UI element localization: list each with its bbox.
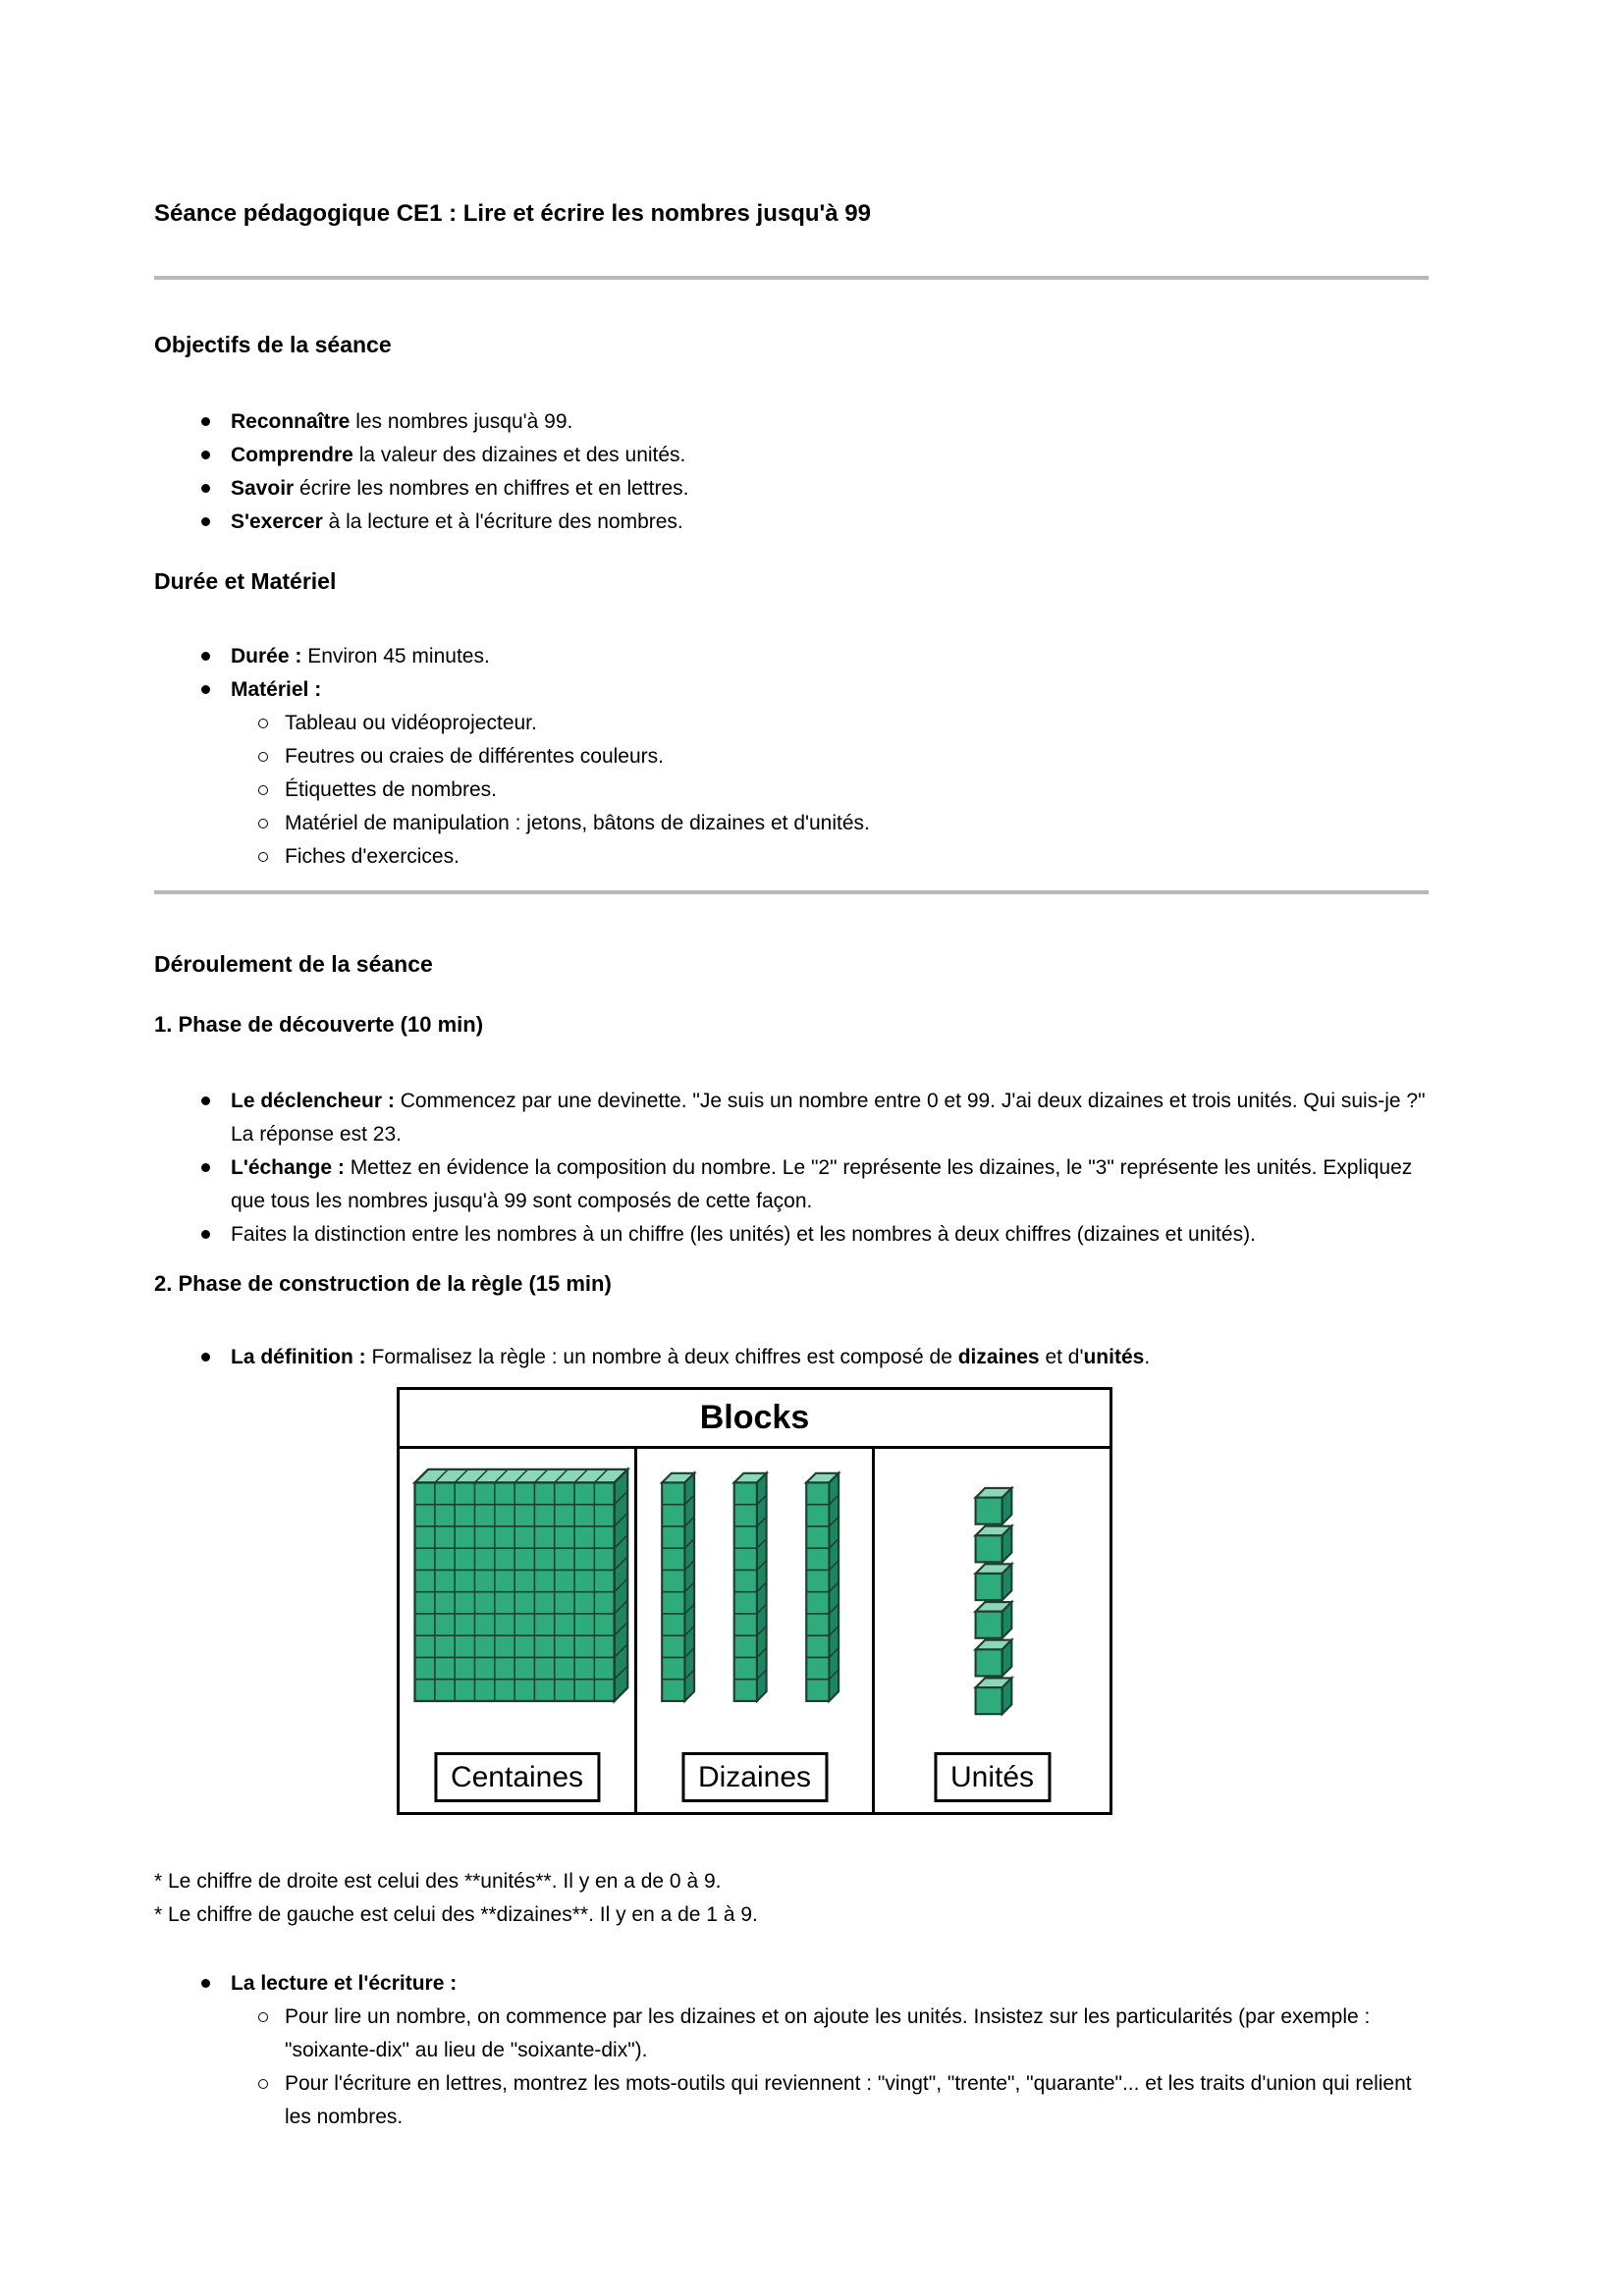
duration-material-list (154, 640, 1429, 874)
sequence-heading: Déroulement de la séance (154, 951, 433, 977)
bullet-circle-icon (258, 852, 268, 862)
list-item (154, 740, 1429, 774)
list-item-text: Feutres ou craies de différentes couleurs. (285, 745, 664, 768)
bullet-circle-icon (258, 752, 268, 762)
list-item (154, 2067, 1429, 2134)
bullet-disc-icon (201, 685, 210, 694)
list-item-text: L'échange : Mettez en évidence la composition du nombre. Le "2" représente les dizaines, le "3" représente les unités. Expliquez que tous les nombres jusqu'à 99 sont composés de cette façon. (231, 1156, 1413, 1212)
list-item-text: Faites la distinction entre les nombres à un chiffre (les unités) et les nombres à deux chiffres (dizaines et unités). (231, 1223, 1256, 1246)
bullet-disc-icon (201, 1979, 210, 1988)
list-item (154, 439, 1429, 472)
panel-dizaines (634, 1449, 872, 1812)
duration-material-heading: Durée et Matériel (154, 568, 337, 594)
ten-rods-graphic (638, 1459, 871, 1706)
list-item-text: S'exercer à la lecture et à l'écriture des nombres. (231, 510, 683, 533)
panel-label-centaines: Centaines (434, 1752, 600, 1802)
bullet-disc-icon (201, 1096, 210, 1105)
list-item (154, 640, 1429, 673)
bullet-disc-icon (201, 1353, 210, 1362)
bullet-disc-icon (201, 417, 210, 426)
list-item (154, 807, 1429, 840)
bullet-circle-icon (258, 819, 268, 828)
list-item (154, 405, 1429, 439)
bullet-disc-icon (201, 652, 210, 661)
note-line: * Le chiffre de droite est celui des **unités**. Il y en a de 0 à 9. (154, 1870, 722, 1893)
list-item-text: Pour lire un nombre, on commence par les dizaines et on ajoute les unités. Insistez sur les particularités (par exemple : "soixante-dix" au lieu de "soixante-dix"). (285, 2005, 1371, 2061)
list-item (154, 472, 1429, 506)
panel-label-dizaines: Dizaines (681, 1752, 828, 1802)
list-item (154, 1151, 1429, 1218)
bullet-circle-icon (258, 785, 268, 795)
panel-unites (872, 1449, 1110, 1812)
blocks-figure (397, 1387, 1112, 1815)
bullet-circle-icon (258, 719, 268, 728)
list-item-text: Durée : Environ 45 minutes. (231, 645, 490, 667)
list-item-text: Fiches d'exercices. (285, 845, 460, 868)
list-item-text: Tableau ou vidéoprojecteur. (285, 712, 537, 734)
bullet-disc-icon (201, 484, 210, 493)
bullet-circle-icon (258, 2079, 268, 2089)
list-item-text: Matériel : (231, 678, 322, 701)
horizontal-rule (154, 276, 1429, 280)
phase1-list (154, 1085, 1429, 1252)
hundred-flat-graphic (401, 1459, 633, 1706)
list-item (154, 840, 1429, 874)
bullet-disc-icon (201, 517, 210, 526)
list-item (154, 1085, 1429, 1151)
bullet-disc-icon (201, 1230, 210, 1239)
reading-writing-list (154, 1967, 1429, 2134)
panel-label-unites: Unités (934, 1752, 1051, 1802)
unit-cubes-graphic (876, 1486, 1109, 1719)
list-item (154, 673, 1429, 707)
list-item-text: Étiquettes de nombres. (285, 778, 497, 801)
phase1-heading: 1. Phase de découverte (10 min) (154, 1012, 484, 1037)
phase2-list (154, 1341, 1429, 1374)
list-item-text: La définition : Formalisez la règle : un nombre à deux chiffres est composé de dizaines et d'unités. (231, 1346, 1151, 1368)
list-item-text: Pour l'écriture en lettres, montrez les mots-outils qui reviennent : "vingt", "trente", "quarante"... et les traits d'union qui relient les nombres. (285, 2072, 1412, 2128)
list-item (154, 1341, 1429, 1374)
objectives-list (154, 405, 1429, 539)
list-item (154, 2001, 1429, 2067)
list-item-text: Matériel de manipulation : jetons, bâtons de dizaines et d'unités. (285, 812, 870, 834)
objectives-heading: Objectifs de la séance (154, 332, 392, 357)
list-item-text: Savoir écrire les nombres en chiffres et en lettres. (231, 477, 689, 500)
list-item-text: La lecture et l'écriture : (231, 1972, 458, 1995)
horizontal-rule (154, 890, 1429, 894)
panel-centaines (400, 1449, 634, 1812)
list-item-text: Reconnaître les nombres jusqu'à 99. (231, 410, 573, 433)
list-item-text: Comprendre la valeur des dizaines et des unités. (231, 444, 686, 466)
list-item-text: Le déclencheur : Commencez par une devinette. "Je suis un nombre entre 0 et 99. J'ai deux dizaines et trois unités. Qui suis-je ?" La réponse est 23. (231, 1090, 1426, 1146)
note-line: * Le chiffre de gauche est celui des **dizaines**. Il y en a de 1 à 9. (154, 1903, 758, 1926)
list-item (154, 707, 1429, 740)
list-item (154, 1218, 1429, 1252)
figure-title: Blocks (400, 1390, 1110, 1449)
list-item (154, 774, 1429, 807)
bullet-disc-icon (201, 1163, 210, 1172)
phase2-heading: 2. Phase de construction de la règle (15 min) (154, 1271, 612, 1296)
bullet-disc-icon (201, 451, 210, 459)
list-item (154, 506, 1429, 539)
figure-panels (400, 1449, 1110, 1812)
page-title: Séance pédagogique CE1 : Lire et écrire les nombres jusqu'à 99 (154, 200, 871, 227)
bullet-circle-icon (258, 2012, 268, 2022)
figure-notes (154, 1865, 1429, 1932)
list-item (154, 1967, 1429, 2001)
